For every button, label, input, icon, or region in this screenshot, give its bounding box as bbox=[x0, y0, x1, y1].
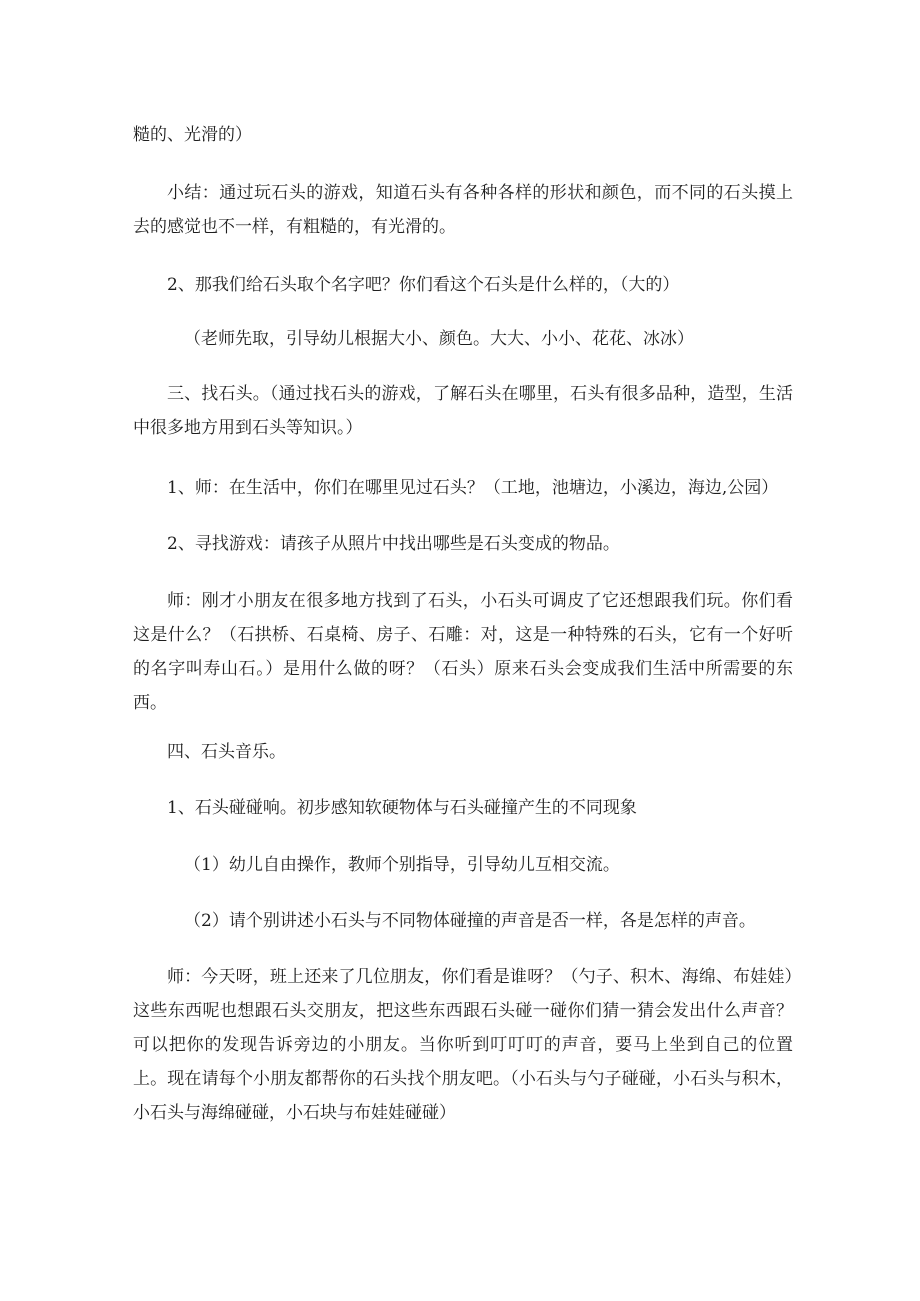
paragraph-summary: 小结：通过玩石头的游戏，知道石头有各种各样的形状和颜色，而不同的石头摸上去的感觉也不一样，有粗糙的，有光滑的。 bbox=[133, 183, 793, 237]
paragraph-naming-stones: 2、那我们给石头取个名字吧？你们看这个石头是什么样的，（大的） bbox=[167, 275, 680, 295]
paragraph-friends-activity: 师：今天呀，班上还来了几位朋友，你们看是谁呀？（勺子、积木、海绵、布娃娃）这些东西呢也想跟石头交朋友，把这些东西跟石头碰一碰你们猜一猜会发出什么声音？可以把你的发现告诉旁边的小朋友。当你听到叮叮叮的声音，要马上坐到自己的位置上。现在请每个小朋友都帮你的石头找个朋友吧。（小石头与勺子碰碰，小石头与积木，小石头与海绵碰碰，小石块与布娃娃碰碰） bbox=[133, 967, 793, 1123]
paragraph-continuation: 糙的、光滑的） bbox=[133, 125, 252, 145]
section-heading-stone-music: 四、石头音乐。 bbox=[167, 742, 286, 762]
paragraph-stone-sounds: 1、石头碰碰响。初步感知软硬物体与石头碰撞产生的不同现象 bbox=[167, 798, 637, 818]
paragraph-teacher-dialogue: 师：刚才小朋友在很多地方找到了石头，小石头可调皮了它还想跟我们玩。你们看这是什么？（石拱桥、石桌椅、房子、石雕：对，这是一种特殊的石头，它有一个好听的名字叫寿山石。）是用什么做的呀？（石头）原来石头会变成我们生活中所需要的东西。 bbox=[133, 591, 793, 713]
paragraph-teacher-note: （老师先取，引导幼儿根据大小、颜色。大大、小小、花花、冰冰） bbox=[184, 329, 694, 349]
paragraph-step-1: （1）幼儿自由操作，教师个别指导，引导幼儿互相交流。 bbox=[184, 855, 620, 875]
section-heading-find-stones: 三、找石头。（通过找石头的游戏，了解石头在哪里，石头有很多品种，造型，生活中很多地方用到石头等知识。） bbox=[133, 384, 793, 438]
paragraph-where-seen: 1、师：在生活中，你们在哪里见过石头？（工地，池塘边，小溪边，海边,公园） bbox=[167, 478, 779, 498]
paragraph-step-2: （2）请个别讲述小石头与不同物体碰撞的声音是否一样，各是怎样的声音。 bbox=[184, 911, 756, 931]
paragraph-search-game: 2、寻找游戏：请孩子从照片中找出哪些是石头变成的物品。 bbox=[167, 534, 620, 554]
